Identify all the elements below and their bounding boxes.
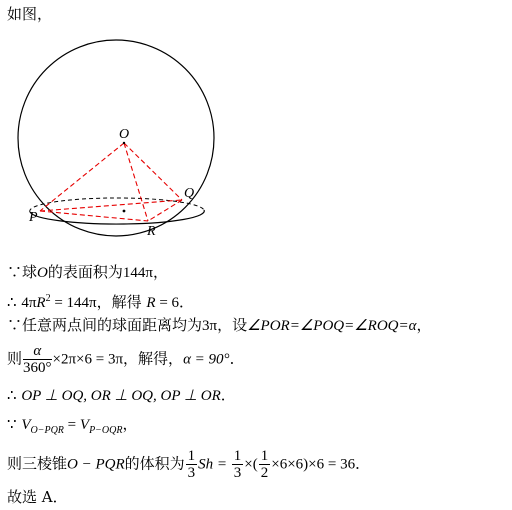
fraction-one-third-b: $\frac{1}{3}$ [233,448,242,481]
line-6: ∵ $V_{O-PQR} = V_{P-OQR}$， [7,415,138,436]
tetrahedron-edges [40,143,182,221]
intro-text: 如图， [7,5,53,23]
fraction-alpha-360: $\frac{\alpha}{360^\circ}$ [23,343,52,376]
label-o: O [119,127,130,142]
label-q: Q [184,186,195,201]
line-5: ∴ OP ⊥ OQ, OR ⊥ OQ, OP ⊥ OR． [7,386,236,404]
line-8: 故选 A． [7,488,68,506]
fraction-one-half: $\frac{1}{2}$ [260,448,269,481]
line-1: ∵球O的表面积为144π， [7,263,168,281]
label-p: P [29,210,38,225]
point-o [123,142,125,144]
line-3: ∵任意两点间的球面距离均为3π，设∠POR=∠POQ=∠ROQ=α， [7,316,432,334]
line-2: ∴ $4\pi R^2 = 144\pi$，解得 R = 6． [7,293,195,311]
sphere-figure [0,0,512,250]
center-dot [123,210,126,213]
line-7: 则三棱锥O − PQR的体积为 $\frac{1}{3}$ Sh = $\frac{1}{3}$ ×( $\frac{1}{2}$ ×6×6)×6 = 36． [7,448,371,481]
fraction-one-third-a: $\frac{1}{3}$ [187,448,196,481]
label-r: R [147,224,156,239]
sphere-outline [18,40,214,236]
line-4: 则 $\frac{\alpha}{360^\circ}$ ×2π×6 = 3π，解得，α = 90°． [7,343,245,376]
